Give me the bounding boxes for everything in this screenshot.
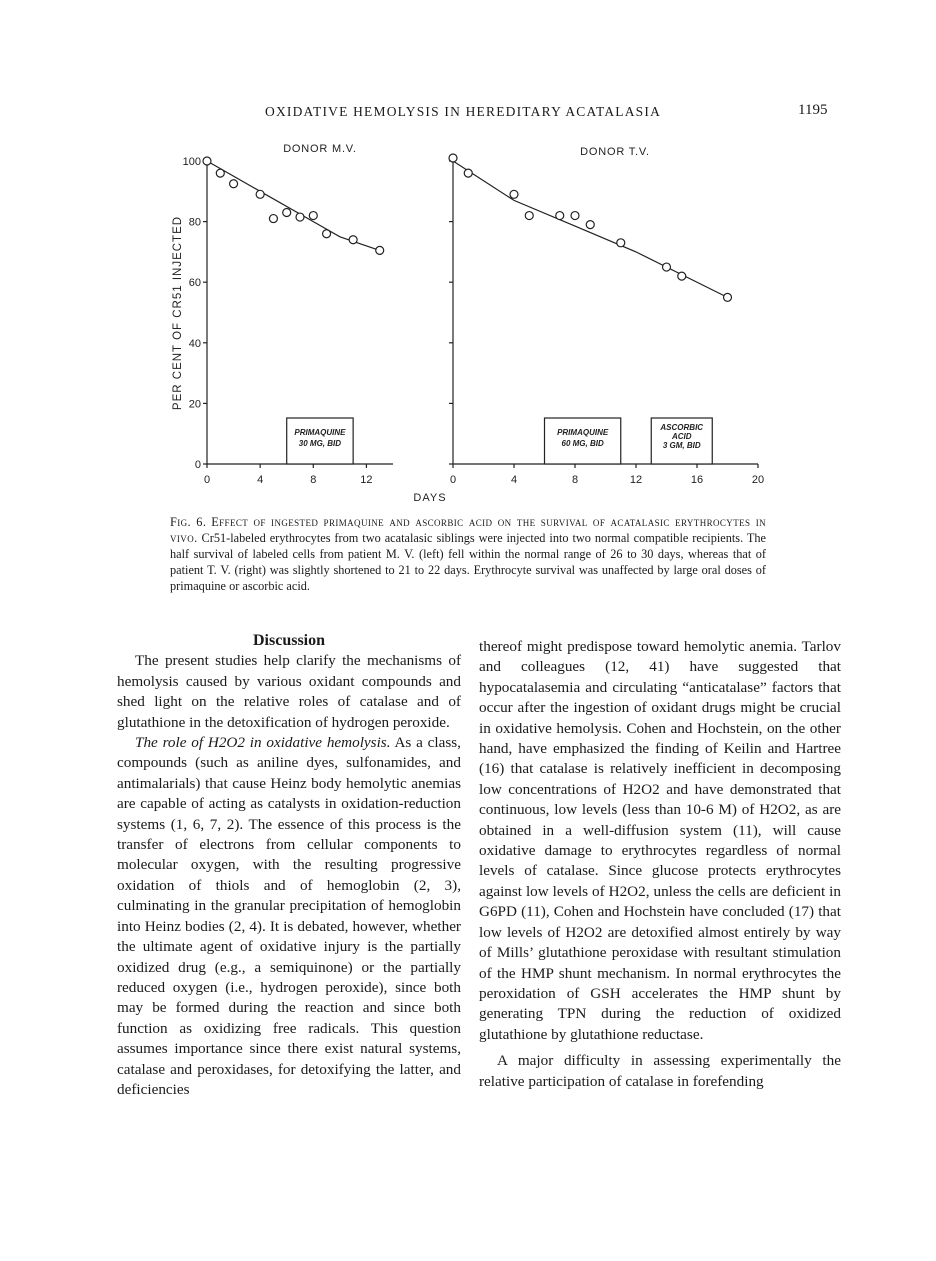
data-point — [230, 180, 238, 188]
treatment-label: PRIMAQUINE — [294, 428, 346, 437]
panel-donor-tv — [449, 146, 764, 486]
treatment-label: 30 MG, BID — [298, 439, 342, 448]
paragraph-2-title: The role of H2O2 in oxidative hemolysis. — [135, 734, 391, 752]
y-tick-label: 40 — [188, 337, 201, 350]
y-tick-label: 20 — [188, 398, 201, 411]
data-point — [464, 169, 472, 177]
data-point — [269, 215, 277, 223]
data-point — [571, 212, 579, 220]
left-column — [117, 631, 461, 1100]
paragraph-1: The present studies help clarify the mechanisms of hemolysis caused by various oxidant compounds and shed light on the relative roles of catalase and of glutathione in the detoxification of hydrogen peroxide. — [117, 652, 461, 731]
x-tick-label: 16 — [690, 474, 704, 486]
paragraph-2-continued — [479, 637, 841, 1045]
y-tick-label: 100 — [182, 156, 201, 168]
data-point — [678, 272, 686, 280]
panel-donor-mv — [183, 143, 393, 486]
data-point — [309, 212, 317, 220]
paragraph-2-text-part2: thereof might predispose toward hemolytic anemia. Tarlov and colleagues (12, 41) have suggested that hypocatalasemia and circulating “anticatalase” factors that occur after the ingestion of oxidant drugs might be crucial in oxidative hemolysis. Cohen and Hochstein, on the other hand, have emphasized the finding of Keilin and Hartree (16) that catalase is relatively inefficient in decomposing low concentrations of H2O2 and have demonstrated that continuous, low levels (less than 10-6 M) of H2O2, as are obtained in a well-diffusion system (11), will cause oxidative damage to erythrocytes regardless of normal levels of catalase. Since glucose protects erythrocytes against low levels of H2O2, unless the cells are deficient in G6PD (11), Cohen and Hochstein have concluded (17) that low levels of H2O2 are detoxified almost entirely by way of Mills’ glutathione peroxidase with resultant stimulation of the HMP shunt mechanism. In normal erythrocytes the peroxidation of GSH accelerates the HMP shunt by generating TPN during the reduction of oxidized glutathione by glutathione reductase. — [479, 638, 841, 1043]
panel-title: DONOR M.V. — [283, 143, 357, 155]
data-point — [510, 190, 518, 198]
section-heading: Discussion — [252, 632, 326, 649]
figure-6 — [0, 0, 936, 510]
data-point — [724, 293, 732, 301]
x-tick-label: 0 — [449, 474, 457, 486]
y-tick-label: 0 — [194, 459, 201, 471]
data-point — [525, 212, 533, 220]
right-column — [479, 637, 841, 1092]
x-tick-label: 4 — [510, 474, 518, 486]
y-tick-label: 60 — [188, 277, 201, 290]
data-point — [283, 209, 291, 217]
data-point — [663, 263, 671, 271]
data-point — [556, 212, 564, 220]
data-point — [449, 154, 457, 162]
data-point — [216, 169, 224, 177]
y-tick-label: 80 — [188, 216, 201, 229]
data-point — [256, 190, 264, 198]
data-point — [296, 213, 304, 221]
running-title: OXIDATIVE HEMOLYSIS IN HEREDITARY ACATALASIA — [265, 104, 662, 119]
paragraph-3: A major difficulty in assessing experimentally the relative participation of catalase in forefending — [479, 1052, 841, 1090]
data-point — [376, 246, 384, 254]
paragraph-2 — [117, 733, 461, 1100]
x-tick-label: 0 — [203, 474, 211, 486]
x-tick-label: 12 — [360, 474, 373, 486]
treatment-label: ACID — [671, 432, 692, 441]
treatment-label: 3 GM, BID — [662, 441, 701, 450]
figure-caption — [170, 514, 766, 594]
data-point — [617, 239, 625, 247]
x-tick-label: 12 — [629, 474, 643, 486]
treatment-label: 60 MG, BID — [561, 439, 604, 448]
treatment-label: ASCORBIC — [660, 423, 704, 432]
panel-title: DONOR T.V. — [580, 146, 650, 158]
data-point — [323, 230, 331, 238]
treatment-label: PRIMAQUINE — [557, 428, 609, 437]
y-axis-label: PER CENT OF CR51 INJECTED — [172, 215, 184, 411]
caption-label: Fig. 6. — [170, 515, 207, 529]
x-tick-label: 4 — [257, 474, 264, 486]
x-tick-label: 20 — [751, 474, 765, 486]
data-point — [203, 157, 211, 165]
data-point — [586, 221, 594, 229]
caption-body: Cr51-labeled erythrocytes from two acatalasic siblings were injected into two normal compatible recipients. The half survival of labeled cells from patient M. V. (left) fell within the normal range of 26 to 30 days, whereas that of patient T. V. (right) was slightly shortened to 21 to 22 days. Erythrocyte survival was unaffected by large oral doses of primaquine or ascorbic acid. — [170, 531, 767, 593]
x-tick-label: 8 — [571, 474, 579, 486]
x-tick-label: 8 — [310, 474, 317, 486]
x-axis-label: DAYS — [413, 492, 447, 504]
data-point — [349, 236, 357, 244]
paragraph-2-text-part1: As a class, compounds (such as aniline dyes, sulfonamides, and antimalarials) that cause Heinz body hemolytic anemias are capable of acting as catalysts in oxidation-reduction systems (1, 6, 7, 2). The essence of this process is the transfer of electrons from cellular components to molecular oxygen, with the resulting progressive oxidation of thiols and of hemoglobin (2, 3), culminating in the granular precipitation of hemoglobin into Heinz bodies (2, 4). It is debated, however, whether the ultimate agent of oxidative injury is the partially oxidized drug (e.g., a semiquinone) or the partially reduced oxygen (i.e., hydrogen peroxide), since both may be formed during the reaction and since both function as oxidizing free radicals. This question assumes importance since there exist natural systems, catalase and peroxidases, for detoxifying the latter, and deficiencies — [117, 734, 461, 1098]
caption-title: Effect of ingested primaquine and ascorbic acid on the survival of acatalasic erythrocytes in vivo. — [170, 515, 766, 545]
page-number: 1195 — [798, 102, 828, 118]
